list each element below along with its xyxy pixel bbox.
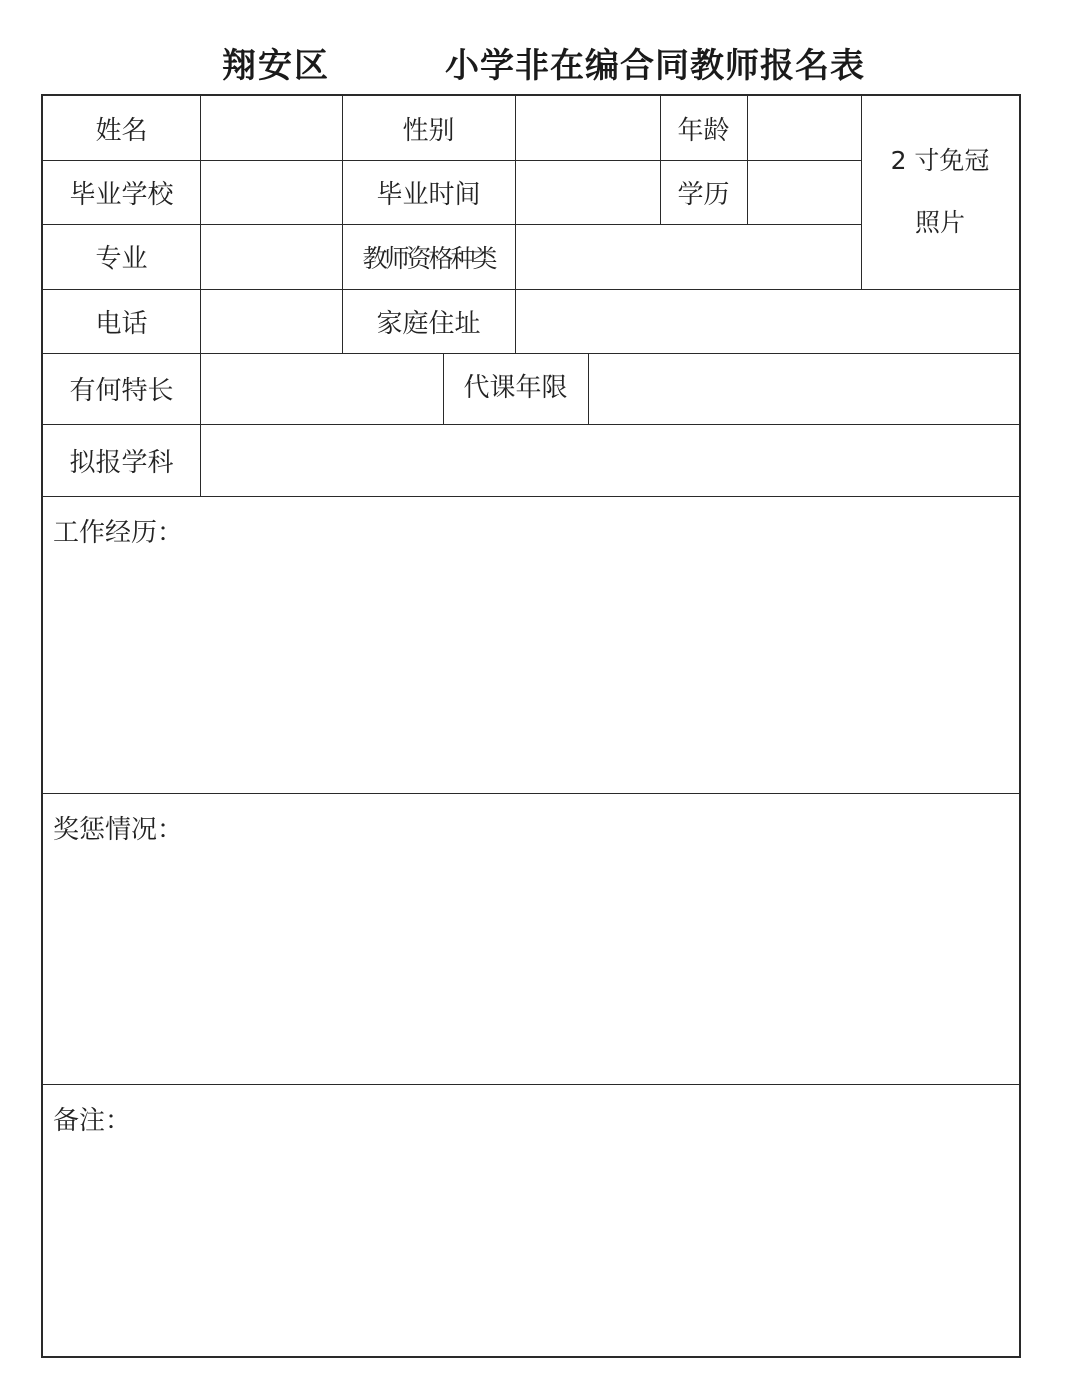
rewards-field[interactable] <box>44 848 1018 1082</box>
label-address: 家庭住址 <box>376 308 481 339</box>
photo-placeholder <box>861 130 1019 254</box>
subject-field[interactable] <box>201 425 1018 495</box>
label-gender: 性别 <box>402 115 455 146</box>
gender-field[interactable] <box>516 97 659 159</box>
specialty-field[interactable] <box>201 354 442 423</box>
label-name: 姓名 <box>95 115 148 146</box>
notes-label: 备注： <box>53 1106 132 1136</box>
education-field[interactable] <box>748 161 860 223</box>
name-field[interactable] <box>201 97 341 159</box>
section-divider <box>43 793 1019 794</box>
address-field[interactable] <box>516 290 1018 352</box>
work-history-label: 工作经历： <box>53 518 184 548</box>
row-divider <box>43 496 1019 497</box>
label-subject: 拟报学科 <box>69 447 174 478</box>
district-name: 翔安区 <box>222 46 330 86</box>
major-field[interactable] <box>201 225 341 288</box>
form-title <box>0 38 1080 88</box>
teaching-years-field[interactable] <box>589 354 1018 423</box>
registration-form <box>41 94 1021 1358</box>
label-major: 专业 <box>95 244 148 274</box>
label-phone: 电话 <box>95 308 148 339</box>
section-divider <box>43 1084 1019 1085</box>
form-title-text: 小学非在编合同教师报名表 <box>445 46 865 86</box>
phone-field[interactable] <box>201 290 341 352</box>
photo-label-line1: 2 寸免冠 <box>890 146 990 175</box>
work-history-field[interactable] <box>44 551 1018 791</box>
label-age: 年龄 <box>677 115 730 146</box>
cert-type-field[interactable] <box>516 225 860 288</box>
school-field[interactable] <box>201 161 341 223</box>
notes-field[interactable] <box>44 1139 1018 1355</box>
label-specialty: 有何特长 <box>69 376 174 406</box>
photo-label-line2: 照片 <box>914 208 965 237</box>
label-teaching-years: 代课年限 <box>463 372 568 403</box>
label-cert-type: 教师资格种类 <box>362 243 495 273</box>
age-field[interactable] <box>748 97 860 159</box>
label-school: 毕业学校 <box>69 179 174 210</box>
grad-time-field[interactable] <box>516 161 659 223</box>
label-grad-time: 毕业时间 <box>376 179 481 210</box>
label-education: 学历 <box>677 179 730 210</box>
rewards-label: 奖惩情况： <box>53 815 184 845</box>
